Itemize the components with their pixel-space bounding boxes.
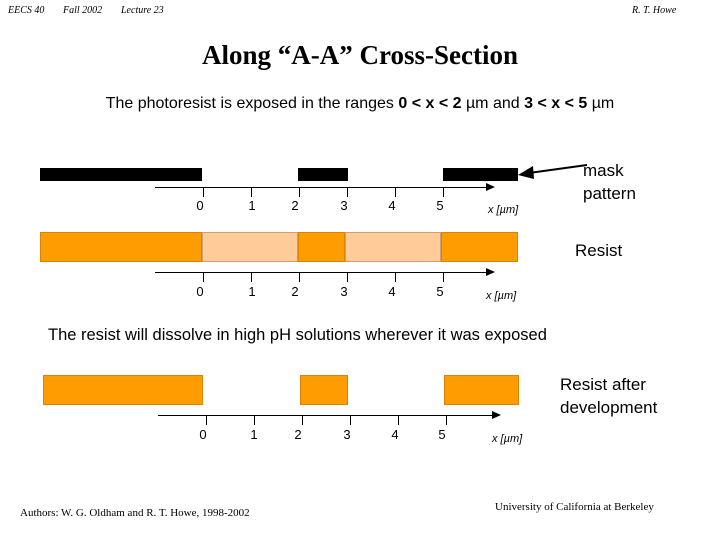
- tick-2-4: [395, 272, 396, 282]
- axis-arrow-3: [492, 411, 501, 419]
- resist-unexposed-left: [40, 232, 202, 262]
- mask-pattern-label: mask pattern: [583, 161, 636, 203]
- tick-label-2-0: 0: [196, 284, 204, 299]
- resist-remaining-middle: [300, 375, 348, 405]
- subtitle-range-1: 0 < x < 2: [398, 95, 462, 112]
- tick-3-1: [254, 415, 255, 425]
- axis-arrow-1: [486, 183, 495, 191]
- tick-label-1-3: 3: [340, 198, 348, 213]
- resist-label: Resist: [575, 241, 623, 260]
- tick-label-1-2: 2: [291, 198, 299, 213]
- resist-exposed-1: [202, 232, 298, 262]
- tick-label-3-3: 3: [343, 427, 351, 442]
- axis-line-3: [158, 415, 494, 416]
- lecture-label: Lecture 23: [121, 5, 164, 16]
- term-label: Fall 2002: [63, 5, 103, 16]
- resist-after-development-label: Resist after development: [560, 375, 658, 417]
- header-author: R. T. Howe: [632, 5, 677, 16]
- tick-label-2-4: 4: [388, 284, 396, 299]
- x-unit-label-1: x [µm]: [488, 204, 519, 216]
- course-label: EECS 40: [8, 5, 45, 16]
- tick-label-2-1: 1: [248, 284, 256, 299]
- tick-label-1-5: 5: [436, 198, 444, 213]
- mask-segment-middle: [298, 168, 348, 181]
- tick-1-3: [347, 187, 348, 197]
- resist-unexposed-middle: [298, 232, 345, 262]
- footer-authors: Authors: W. G. Oldham and R. T. Howe, 1998-2002: [20, 507, 250, 519]
- slide-subtitle: [0, 95, 720, 113]
- tick-label-3-1: 1: [250, 427, 258, 442]
- tick-label-3-2: 2: [294, 427, 302, 442]
- resist-exposed-2: [345, 232, 441, 262]
- tick-1-5: [443, 187, 444, 197]
- resist-remaining-left: [43, 375, 203, 405]
- resist-unexposed-right: [441, 232, 518, 262]
- tick-label-3-5: 5: [438, 427, 446, 442]
- tick-3-4: [398, 415, 399, 425]
- tick-label-3-0: 0: [199, 427, 207, 442]
- tick-3-2: [302, 415, 303, 425]
- axis-line-1: [155, 187, 488, 188]
- tick-2-0: [203, 272, 204, 282]
- subtitle-range-2: 3 < x < 5: [524, 95, 588, 112]
- subtitle-unit-1: µm and: [461, 95, 525, 112]
- footer-university: University of California at Berkeley: [495, 501, 654, 513]
- tick-label-3-4: 4: [391, 427, 399, 442]
- tick-2-1: [251, 272, 252, 282]
- tick-1-2: [299, 187, 300, 197]
- tick-label-1-4: 4: [388, 198, 396, 213]
- x-unit-label-3: x [µm]: [492, 433, 523, 445]
- tick-2-3: [347, 272, 348, 282]
- tick-2-5: [443, 272, 444, 282]
- tick-label-2-2: 2: [291, 284, 299, 299]
- tick-label-1-0: 0: [196, 198, 204, 213]
- tick-3-0: [206, 415, 207, 425]
- tick-label-2-3: 3: [340, 284, 348, 299]
- tick-1-1: [251, 187, 252, 197]
- mask-segment-left: [40, 168, 202, 181]
- tick-1-4: [395, 187, 396, 197]
- tick-2-2: [299, 272, 300, 282]
- tick-3-5: [446, 415, 447, 425]
- dissolve-statement: The resist will dissolve in high pH solutions wherever it was exposed: [48, 326, 547, 344]
- axis-line-2: [155, 272, 488, 273]
- subtitle-unit-2: µm: [587, 95, 615, 112]
- x-unit-label-2: x [µm]: [486, 290, 517, 302]
- tick-1-0: [203, 187, 204, 197]
- slide-title: Along “A-A” Cross-Section: [202, 40, 518, 70]
- subtitle-lead: The photoresist is exposed in the ranges: [105, 95, 399, 112]
- axis-arrow-2: [486, 268, 495, 276]
- resist-remaining-right: [444, 375, 519, 405]
- tick-3-3: [350, 415, 351, 425]
- mask-segment-right: [443, 168, 518, 181]
- tick-label-1-1: 1: [248, 198, 256, 213]
- tick-label-2-5: 5: [436, 284, 444, 299]
